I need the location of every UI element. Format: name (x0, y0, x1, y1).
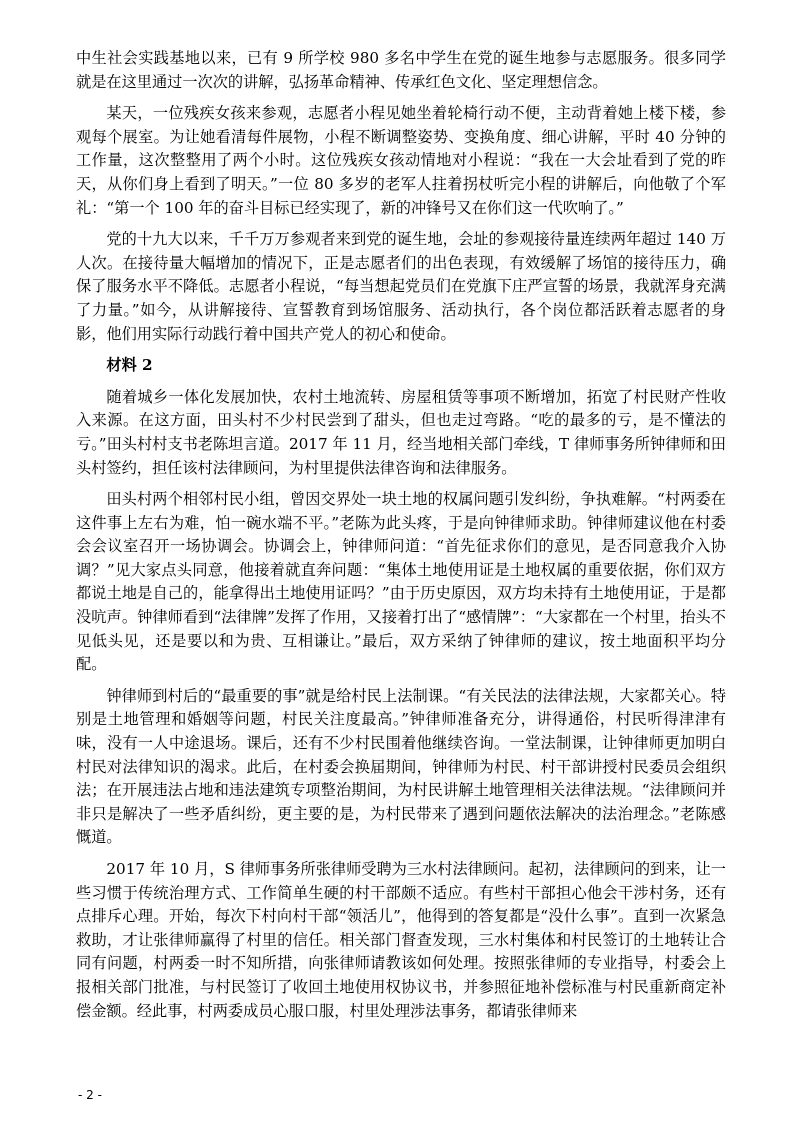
paragraph-1: 中生社会实践基地以来，已有 9 所学校 980 多名中学生在党的诞生地参与志愿服务。很多同学就是在这里通过一次次的讲解，弘扬革命精神、传承红色文化、坚定理想信念。 (76, 49, 726, 91)
page-number: - 2 - (78, 1088, 102, 1102)
paragraph-3: 党的十九大以来，千千万万参观者来到党的诞生地，会址的参观接待量连续两年超过 140 万人次。在接待量大幅增加的情况下，正是志愿者们的出色表现，有效缓解了场馆的接待压力，确保了服务水平不降低。志愿者小程说，“每当想起党员们在党旗下庄严宣誓的场景，我就浑身充满了力量。”如今，从讲解接待、宣誓教育到场馆服务、活动执行，各个岗位都活跃着志愿者的身影，他们用实际行动践行着中国共产党人的初心和使命。 (76, 230, 726, 343)
paragraph-5: 田头村两个相邻村民小组，曾因交界处一块土地的权属问题引发纠纷，争执难解。“村两委在这件事上左右为难，怕一碗水端不平。”老陈为此头疼，于是向钟律师求助。钟律师建议他在村委会会议室召开一场协调会。协调会上，钟律师问道：“首先征求你们的意见，是否同意我介入协调？”见大家点头同意，他接着就直奔问题：“集体土地使用证是土地权属的重要依据，你们双方都说土地是自己的，能拿得出土地使用证吗？”由于历史原因，双方均未持有土地使用证，于是都没吭声。钟律师看到“法律牌”发挥了作用，又接着打出了“感情牌”：“大家都在一个村里，抬头不见低头见，还是要以和为贵、互相谦让。”最后，双方采纳了钟律师的建议，按土地面积平均分配。 (76, 490, 726, 674)
section-heading-material-2: 材料 2 (106, 356, 153, 375)
paragraph-2: 某天，一位残疾女孩来参观，志愿者小程见她坐着轮椅行动不便，主动背着她上楼下楼，参观每个展室。为让她看清每件展物，小程不断调整姿势、变换角度、细心讲解，平时 40 分钟的工作量，这次整整用了两个小时。这位残疾女孩动情地对小程说：“我在一大会址看到了党的昨天，从你们身上看到了明天。”一位 80 多岁的老军人拄着拐杖听完小程的讲解后，向他敬了个军礼：“第一个 100 年的奋斗目标已经实现了，新的冲锋号又在你们这一代吹响了。” (76, 104, 726, 217)
paragraph-6: 钟律师到村后的“最重要的事”就是给村民上法制课。“有关民法的法律法规，大家都关心。特别是土地管理和婚姻等问题，村民关注度最高。”钟律师准备充分，讲得通俗，村民听得津津有味，没有一人中途退场。课后，还有不少村民围着他继续咨询。一堂法制课，让钟律师更加明白村民对法律知识的渴求。此后，在村委会换届期间，钟律师为村民、村干部讲授村民委员会组织法；在开展违法占地和违法建筑专项整治期间，为村民讲解土地管理相关法律法规。“法律顾问并非只是解决了一些矛盾纠纷，更主要的是，为村民带来了遇到问题依法解决的法治理念。”老陈感慨道。 (76, 686, 726, 847)
paragraph-7: 2017 年 10 月，S 律师事务所张律师受聘为三水村法律顾问。起初，法律顾问的到来，让一些习惯于传统治理方式、工作简单生硬的村干部颇不适应。有些村干部担心他会干涉村务，还有点排斥心理。开始，每次下村向村干部“领活儿”，他得到的答复都是“没什么事”。直到一次紧急救助，才让张律师赢得了村里的信任。相关部门督查发现，三水村集体和村民签订的土地转让合同有问题，村两委一时不知所措，向张律师请教该如何处理。按照张律师的专业指导，村委会上报相关部门批准，与村民签订了收回土地使用权协议书，并参照征地补偿标准与村民重新商定补偿金额。经此事，村两委成员心服口服，村里处理涉法事务，都请张律师来 (76, 860, 726, 1020)
paragraph-4: 随着城乡一体化发展加快，农村土地流转、房屋租赁等事项不断增加，拓宽了村民财产性收入来源。在这方面，田头村不少村民尝到了甜头，但也走过弯路。“吃的最多的亏，是不懂法的亏。”田头村村支书老陈坦言道。2017 年 11 月，经当地相关部门牵线，T 律师事务所钟律师和田头村签约，担任该村法律顾问，为村里提供法律咨询和法律服务。 (76, 387, 726, 477)
document-body (76, 47, 726, 1031)
